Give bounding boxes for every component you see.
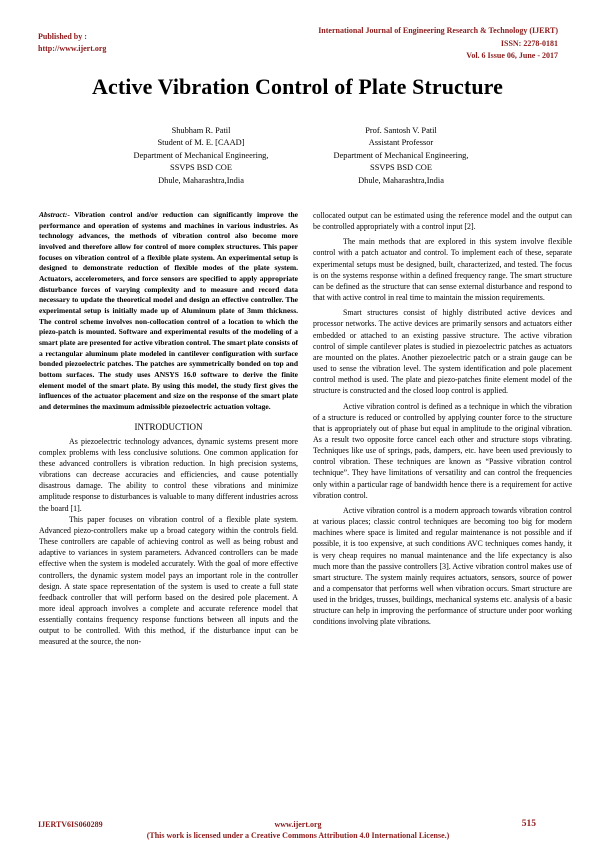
publisher-block: [38, 31, 106, 55]
author-department: Department of Mechanical Engineering,: [133, 150, 269, 160]
journal-name: International Journal of Engineering Research & Technology (IJERT): [318, 26, 558, 35]
body-paragraph: Smart structures consist of highly distributed active devices and processor networks. The active devices are primarily sensors and actuators either embedded or attached to an existing passive structure. The active vibration control of simple cantilever plates is studied in piezoelectric patches as actuators are mounted on the plates. Another piezoelectric patch or a strain gauge can be used to sense the vibration level. The system identification and pole placement control method is used. The plate and piezo-patches finite element model of the structure is constructed and the closed loop control is applied.: [313, 308, 572, 396]
body-paragraph: Active vibration control is defined as a technique in which the vibration of a structure is reduced or controlled by applying counter force to the structure that is appropriately out of phase but equal in amplitude to the original vibration. As a result two opposite force cancel each other and structure stops vibrating. Techniques like use of springs, pads, dampers, etc. have been used previously to control vibration. These techniques are known as “Passive vibration control technique”. They have limitations of versatility and can control the frequencies only within a particular rage of bandwidth hence there is a requirement for active vibration control.: [313, 401, 572, 500]
author-name: Shubham R. Patil: [171, 126, 231, 135]
published-by-label: Published by :: [38, 32, 87, 41]
author-block-2: [296, 125, 506, 187]
website-link[interactable]: http://www.ijert.org: [38, 44, 107, 53]
right-column: [313, 210, 572, 628]
license-notice: (This work is licensed under a Creative Commons Attribution 4.0 International License.): [146, 831, 450, 840]
author-location: Dhule, Maharashtra,India: [358, 175, 444, 185]
left-column: [39, 210, 298, 648]
abstract-lead: Abstract:-: [39, 210, 70, 219]
paper-id: IJERTV6IS060289: [38, 820, 103, 829]
author-role: Student of M. E. [CAAD]: [157, 138, 245, 148]
body-paragraph: The main methods that are explored in this system involve flexible control with a patch actuator and control. To implement each of these, separate experimental setups must be designed, built, characterized, and tested. The focus is on the systems response within a defined frequency range. The smart structure can be defined as the structure that can sense external disturbance and respond to that with active control in real time to maintain the mission requirements.: [313, 237, 572, 303]
introduction-heading: INTRODUCTION: [134, 422, 203, 433]
author-block-1: [96, 125, 306, 187]
author-name: Prof. Santosh V. Patil: [365, 126, 437, 135]
body-paragraph: Active vibration control is a modern approach towards vibration control at various places; classic control techniques are becoming too big for modern machines where space is limited and regular maintenance is not possible and if possible, it is too expensive, at such conditions AVC techniques comes handy, it is very cheap requires no manual maintenance and the life expectancy is also much more than the passive controllers [3]. Active vibration control makes use of smart structure. The system mainly requires actuators, sensors, source of power and a compensator that performs well when vibration occurs. Smart structure are used in the bridges, trusses, buildings, mechanical systems etc. analysis of a basic structure can help in improving the performance of structure under poor working conditions involving plate vibrations.: [313, 505, 572, 627]
body-paragraph: collocated output can be estimated using the reference model and the output can be controlled appropriately with a control input [2].: [313, 211, 572, 232]
journal-info-block: [318, 25, 558, 63]
page-number: 515: [521, 819, 536, 829]
author-department: Department of Mechanical Engineering,: [333, 150, 469, 160]
body-paragraph: As piezoelectric technology advances, dynamic systems present more complex problems with less conclusive solutions. One common application for these advanced controllers is vibration reduction. In high precision systems, vibrations can decrease accuracies and efficiencies, and cause potentially disastrous damage. The ability to control these vibrations and minimize amplitude response to disturbances is valuable to many different industries across the board [1].: [39, 436, 298, 513]
abstract-text: Vibration control and/or reduction can significantly improve the performance and operation of systems and machines in various industries. As technology advances, the methods of vibration control also become more involved and therefore allow for control of more complex structures. This paper focuses on vibration control of a flexible plate system. An experimental setup is designed to demonstrate reduction of flexible modes of the plate system. Actuators, accelerometers, and force sensors are specified to apply appropriate disturbance forces of varying complexity and to measure and record data necessary to update the theoretical model and design an effective controller. The experimental setup is initially made up of Aluminum plate of 3mm thickness. The control scheme involves non-collocation control of a location to which the piezo-patch is mounted. Software and experimental results of the modeling of a smart plate are presented for active vibration control. The smart plate consists of a rectangular aluminum plate modeled in cantilever configuration with surface bonded piezoelectric patches. The patches are symmetrically bonded on top and bottom surfaces. The study uses ANSYS 16.0 software to derive the finite element model of the smart plate. By using this model, the study first gives the influences of the actuator placement and size on the response of the smart plate and determines the maximum admissible piezoelectric actuation voltage.: [39, 210, 298, 411]
issn-label: ISSN: 2278-0181: [500, 38, 558, 48]
abstract: [39, 210, 298, 412]
paper-title: Active Vibration Control of Plate Structure: [91, 74, 504, 99]
author-college: SSVPS BSD COE: [370, 163, 432, 173]
body-paragraph: This paper focuses on vibration control of a flexible plate system. Advanced piezo-controllers make up a broad category within the controls field. These controllers are capable of achieving control as well as being robust and adaptive to variances in system parameters. Advanced controllers can be made effective when the system is modeled accurately. With the goal of more effective controllers, the dynamic system model pays an important role in the controller design. A state space representation of the system is used to create a full state feedback controller that will perform based on the desired pole placement. A more ideal approach involves a complete and accurate reference model that essentially contains frequency response functions between all inputs and the output to be controlled. With this method, if the disturbance input can be measured at the source, the non-: [39, 514, 298, 647]
volume-label: Vol. 6 Issue 06, June - 2017: [466, 51, 558, 60]
author-location: Dhule, Maharashtra,India: [158, 175, 244, 185]
author-role: Assistant Professor: [368, 138, 434, 148]
footer-website-link[interactable]: www.ijert.org: [274, 820, 322, 829]
author-college: SSVPS BSD COE: [170, 163, 232, 173]
